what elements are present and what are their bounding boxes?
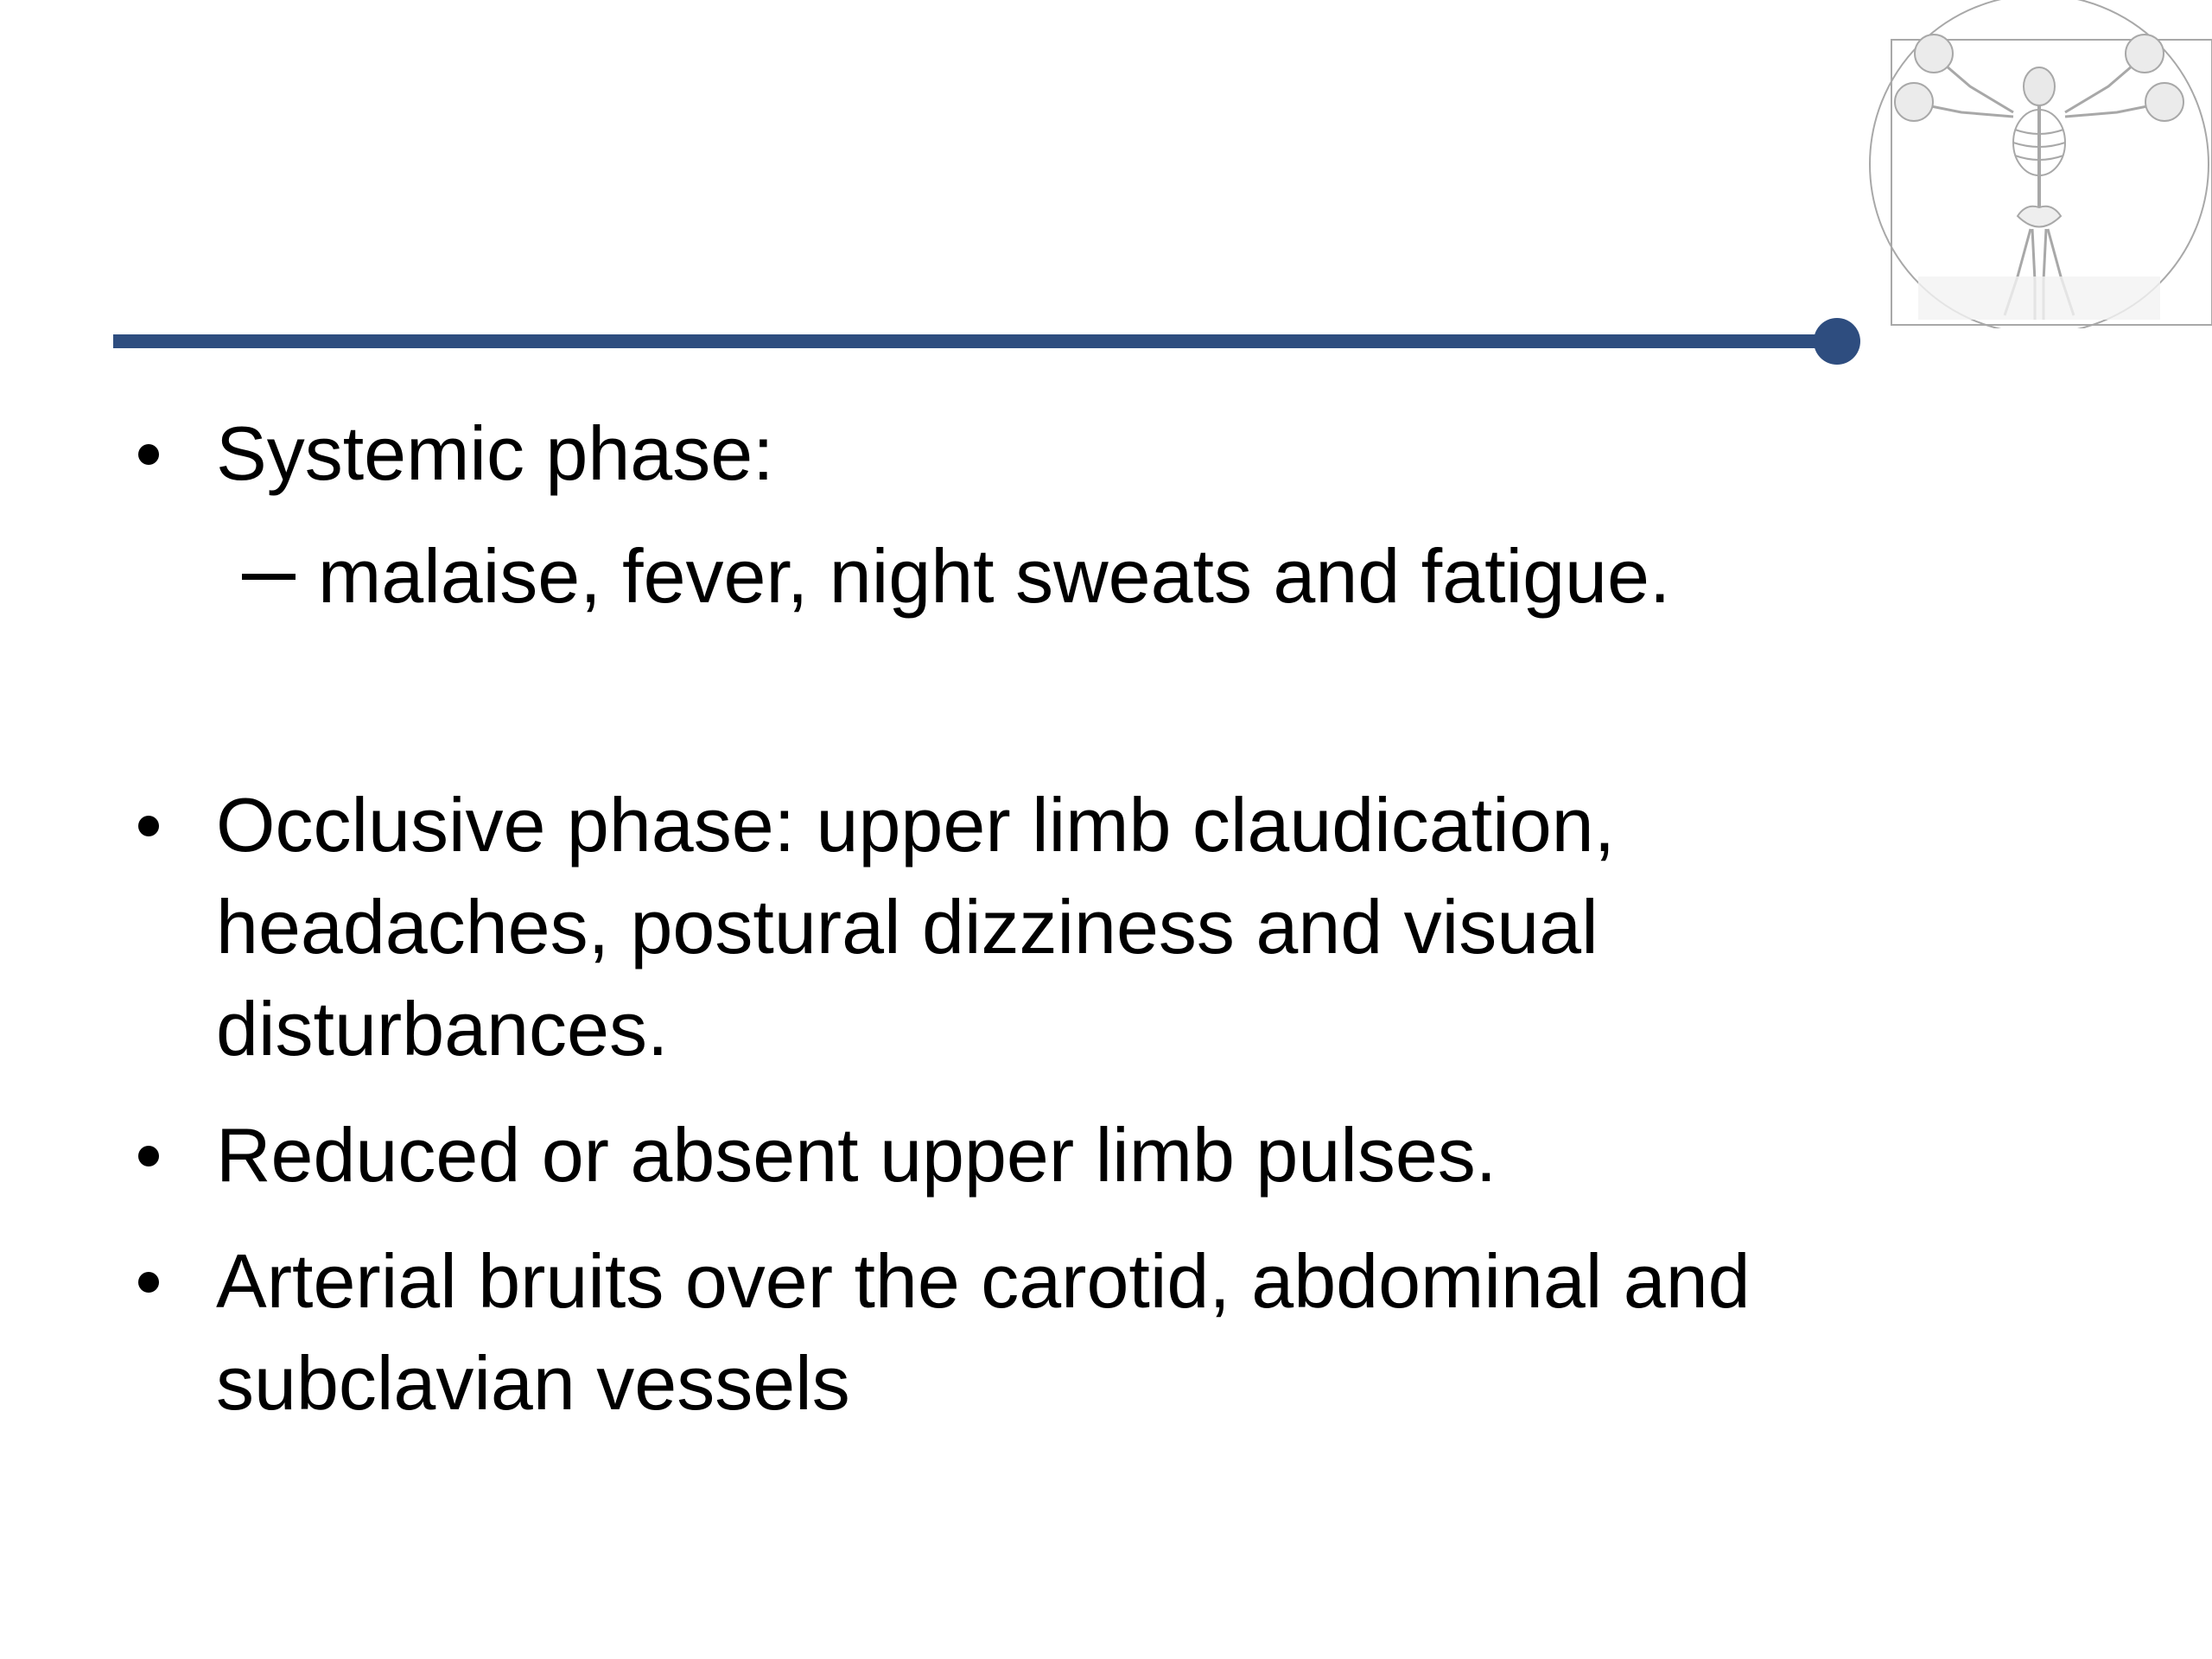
bullet-dot xyxy=(138,1146,159,1166)
bullet-text-line: subclavian vessels xyxy=(216,1340,850,1426)
bullet-text-line: headaches, postural dizziness and visual xyxy=(216,884,1599,969)
bullet-text-line: Occlusive phase: upper limb claudication, xyxy=(216,782,1616,868)
bullet-text: Reduced or absent upper limb pulses. xyxy=(216,1112,1497,1198)
bullet-text-line: Arterial bruits over the carotid, abdominal and xyxy=(216,1238,1751,1324)
dash-marker xyxy=(242,574,296,580)
bullet-dot xyxy=(138,816,159,836)
sub-bullet-item xyxy=(242,525,1670,627)
bullet-dot xyxy=(138,444,159,465)
bullet-text: Systemic phase: xyxy=(216,410,774,496)
sub-bullet-text: malaise, fever, night sweats and fatigue. xyxy=(318,533,1671,619)
bullet-text-line: disturbances. xyxy=(216,986,669,1071)
bullet-dot xyxy=(138,1272,159,1293)
